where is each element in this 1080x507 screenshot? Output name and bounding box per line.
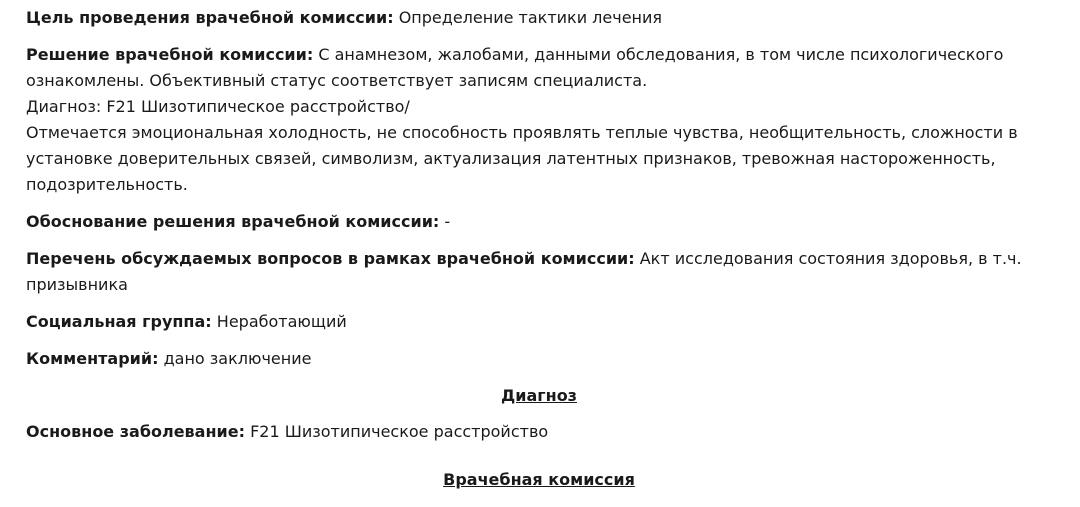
decision-notes: Отмечается эмоциональная холодность, не способность проявлять теплые чувства, необщительность, сложности в установке доверительных связей, символизм, актуализация латентных признаков, тревожная настороженность, подозрительность.	[26, 123, 1018, 194]
purpose-label: Цель проведения врачебной комиссии:	[26, 8, 394, 27]
questions-value: Акт исследования состояния здоровья, в т.ч. призывника	[26, 249, 1022, 294]
main-disease-label: Основное заболевание:	[26, 422, 245, 441]
diagnosis-section-heading: Диагноз	[501, 386, 577, 405]
questions-label: Перечень обсуждаемых вопросов в рамках врачебной комиссии:	[26, 249, 635, 268]
decision-field	[26, 42, 1056, 198]
decision-diagnosis-line: Диагноз: F21 Шизотипическое расстройство/	[26, 97, 410, 116]
medical-commission-document	[26, 5, 1056, 493]
comment-label: Комментарий:	[26, 349, 159, 368]
justification-field	[26, 209, 1056, 235]
main-disease-field	[26, 419, 1056, 445]
comment-field	[26, 346, 1056, 372]
justification-label: Обоснование решения врачебной комиссии:	[26, 212, 440, 231]
social-group-label: Социальная группа:	[26, 312, 212, 331]
social-group-field	[26, 309, 1056, 335]
decision-label: Решение врачебной комиссии:	[26, 45, 314, 64]
justification-value: -	[444, 212, 451, 231]
purpose-value: Определение тактики лечения	[398, 8, 663, 27]
decision-value: С анамнезом, жалобами, данными обследования, в том числе психологического ознакомлены. Объективный статус соответствует записям специалиста.	[26, 45, 1004, 90]
social-group-value: Неработающий	[216, 312, 347, 331]
main-disease-value: F21 Шизотипическое расстройство	[250, 422, 549, 441]
commission-section-heading: Врачебная комиссия	[443, 470, 635, 489]
comment-value: дано заключение	[163, 349, 312, 368]
purpose-field	[26, 5, 1056, 31]
questions-field	[26, 246, 1056, 298]
